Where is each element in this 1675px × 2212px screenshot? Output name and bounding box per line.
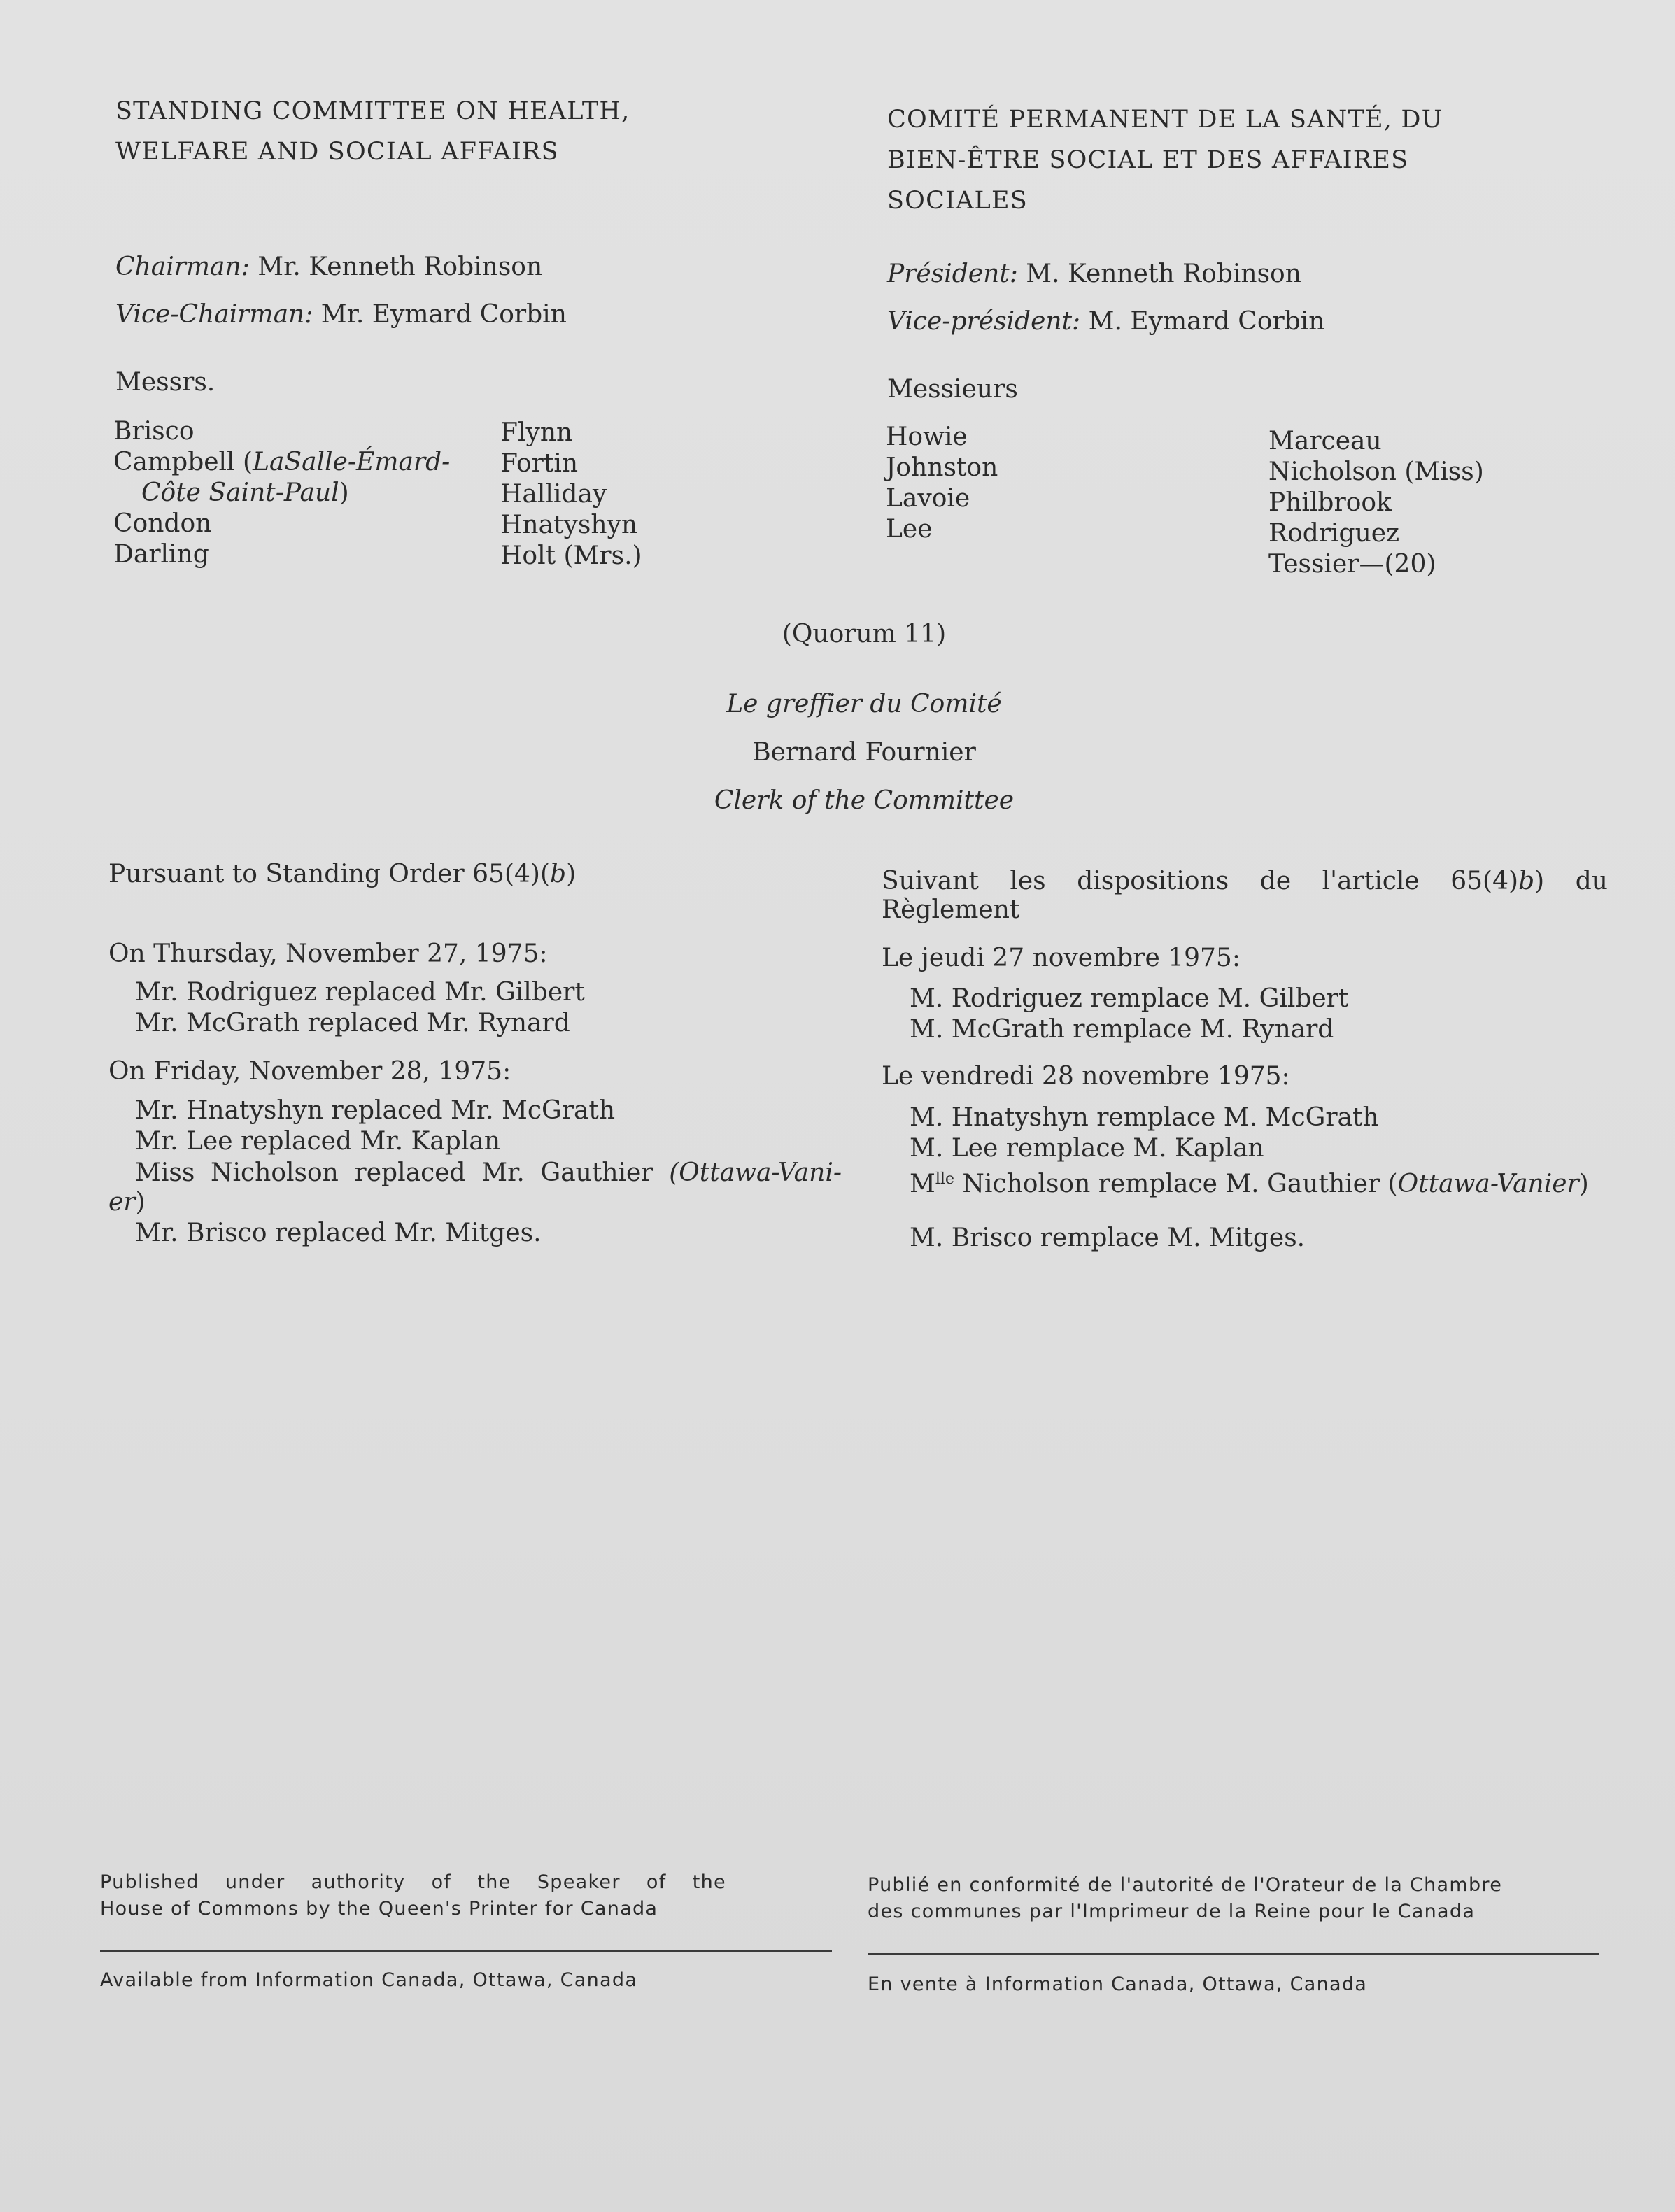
word: dispositions — [1077, 867, 1229, 895]
change-line: Mr. Lee replaced Mr. Kaplan — [135, 1127, 501, 1156]
change-date-1-fr: Le jeudi 27 novembre 1975: — [882, 944, 1241, 972]
clerk-name: Bernard Fournier — [752, 738, 976, 767]
word: Speaker — [537, 1871, 621, 1893]
president-name: M. Kenneth Robinson — [1017, 260, 1301, 288]
change-line — [135, 1158, 842, 1189]
right-title-line-1: COMITÉ PERMANENT DE LA SANTÉ, DU — [887, 106, 1443, 134]
change-line: Mr. Hnatyshyn replaced Mr. McGrath — [135, 1096, 616, 1125]
left-committee-title — [115, 91, 630, 172]
pursuant-close: ) — [566, 860, 577, 888]
title-m: M — [910, 1170, 935, 1198]
word: Suivant — [882, 867, 979, 895]
member-item: Philbrook — [1268, 488, 1392, 517]
article-number — [1450, 866, 1544, 897]
paren-close: ) — [339, 478, 349, 507]
member-item: Halliday — [500, 480, 607, 509]
footer-divider-right — [868, 1953, 1599, 1955]
word: Published — [100, 1871, 199, 1893]
suivant-dispositions — [882, 866, 1608, 897]
change-line-fr: M. Lee remplace M. Kaplan — [910, 1134, 1264, 1163]
word: Nicholson — [210, 1158, 339, 1187]
vice-chairman-label: Vice-Chairman: — [115, 300, 313, 329]
change-date-1: On Thursday, November 27, 1975: — [108, 940, 548, 968]
right-members-column-2 — [1268, 426, 1484, 580]
member-item: Rodriguez — [1268, 519, 1400, 548]
word: authority — [311, 1871, 406, 1893]
footer-en-vente: En vente à Information Canada, Ottawa, Canada — [868, 1973, 1368, 1995]
change-date-2: On Friday, November 28, 1975: — [108, 1057, 511, 1086]
member-item: Howie — [886, 423, 968, 451]
change-line-continuation — [108, 1187, 146, 1218]
president-label: Président: — [887, 260, 1018, 288]
change-line-fr: M. Brisco remplace M. Mitges. — [910, 1224, 1306, 1252]
member-name-part: Campbell ( — [113, 448, 253, 476]
change-line-fr: M. McGrath remplace M. Rynard — [910, 1015, 1334, 1044]
change-text: Nicholson remplace M. Gauthier ( — [954, 1170, 1398, 1198]
pursuant-text: Pursuant to Standing Order 65(4)( — [108, 860, 551, 888]
word: the — [477, 1871, 511, 1893]
word: Mr. — [481, 1158, 525, 1187]
right-members-column-1 — [886, 422, 998, 545]
chairman-name: Mr. Kenneth Robinson — [249, 253, 543, 281]
word: the — [692, 1871, 726, 1893]
member-item: Darling — [113, 540, 209, 569]
riding-part: Côte Saint-Paul — [141, 478, 339, 507]
right-title-line-3: SOCIALES — [887, 187, 1028, 215]
word: Gauthier — [540, 1158, 653, 1187]
member-item: Condon — [113, 509, 212, 538]
member-item: Hnatyshyn — [500, 511, 638, 539]
chairman-label: Chairman: — [115, 253, 250, 281]
vice-president-name: M. Eymard Corbin — [1080, 307, 1325, 336]
right-vice-president — [887, 306, 1324, 337]
vice-chairman-name: Mr. Eymard Corbin — [313, 300, 567, 329]
right-president — [887, 259, 1301, 290]
left-vice-chairman — [115, 299, 567, 330]
clerk-title-fr: Le greffier du Comité — [726, 690, 1002, 718]
vice-president-label: Vice-président: — [887, 307, 1081, 336]
right-members-heading: Messieurs — [887, 375, 1018, 404]
left-members-heading: Messrs. — [115, 368, 215, 397]
member-item: Fortin — [500, 449, 579, 478]
change-line-fr: M. Hnatyshyn remplace M. McGrath — [910, 1103, 1379, 1132]
member-item: Tessier—(20) — [1268, 550, 1436, 579]
word: of — [431, 1871, 452, 1893]
change-line: Mr. Brisco replaced Mr. Mitges. — [135, 1219, 542, 1247]
left-members-column-1 — [113, 416, 450, 570]
quorum: (Quorum 11) — [782, 620, 947, 648]
word: replaced — [354, 1158, 466, 1187]
riding-part: (Ottawa-Vani- — [669, 1158, 842, 1187]
right-title-line-2: BIEN-ÊTRE SOCIAL ET DES AFFAIRES — [887, 146, 1409, 174]
suivant-line-2: Règlement — [882, 895, 1020, 924]
member-item: Lee — [886, 515, 933, 544]
footer-publie-line-1: Publié en conformité de l'autorité de l'Orateur de la Chambre — [868, 1874, 1503, 1896]
footer-published-line-2: House of Commons by the Queen's Printer for Canada — [100, 1898, 658, 1920]
footer-publie-line-2: des communes par l'Imprimeur de la Reine pour le Canada — [868, 1901, 1476, 1922]
word: les — [1010, 867, 1046, 895]
word: l'article — [1322, 867, 1420, 895]
article-main: 65(4) — [1450, 867, 1519, 895]
pursuant-standing-order — [108, 859, 576, 890]
left-members-column-2 — [500, 418, 642, 572]
change-line-fr — [910, 1164, 1589, 1200]
paren-close: ) — [135, 1188, 146, 1217]
word: of — [646, 1871, 667, 1893]
word: de — [1259, 867, 1292, 895]
change-line: Mr. McGrath replaced Mr. Rynard — [135, 1009, 570, 1037]
riding-part: Ottawa-Vanier — [1397, 1170, 1579, 1198]
clerk-title-en: Clerk of the Committee — [714, 786, 1015, 815]
paren-close: ) — [1578, 1170, 1589, 1198]
member-item: Marceau — [1268, 427, 1382, 455]
word: du — [1575, 867, 1608, 895]
left-chairman — [115, 252, 542, 283]
left-title-line-2: WELFARE AND SOCIAL AFFAIRS — [115, 138, 559, 166]
change-line: Mr. Rodriguez replaced Mr. Gilbert — [135, 978, 585, 1007]
change-date-2-fr: Le vendredi 28 novembre 1975: — [882, 1062, 1290, 1091]
title-superscript: lle — [935, 1170, 954, 1188]
footer-available: Available from Information Canada, Ottawa, Canada — [100, 1969, 638, 1991]
member-item: Flynn — [500, 418, 573, 447]
member-item: Nicholson (Miss) — [1268, 458, 1484, 486]
member-item: Holt (Mrs.) — [500, 541, 642, 570]
footer-published-line-1 — [100, 1868, 726, 1897]
member-item: Brisco — [113, 417, 195, 446]
riding-part: er — [108, 1188, 136, 1217]
change-line-fr: M. Rodriguez remplace M. Gilbert — [910, 984, 1349, 1013]
word: Miss — [135, 1158, 195, 1187]
word: under — [225, 1871, 285, 1893]
left-title-line-1: STANDING COMMITTEE ON HEALTH, — [115, 97, 630, 125]
right-committee-title — [887, 99, 1443, 221]
riding-part: LaSalle-Émard- — [253, 448, 451, 476]
article-close: ) — [1534, 867, 1545, 895]
pursuant-letter: b — [550, 860, 567, 888]
member-item: Lavoie — [886, 484, 970, 513]
member-item: Johnston — [886, 453, 998, 482]
member-item — [113, 447, 450, 478]
article-letter: b — [1518, 867, 1535, 895]
footer-divider-left — [100, 1950, 832, 1952]
member-item-continuation — [113, 478, 450, 509]
